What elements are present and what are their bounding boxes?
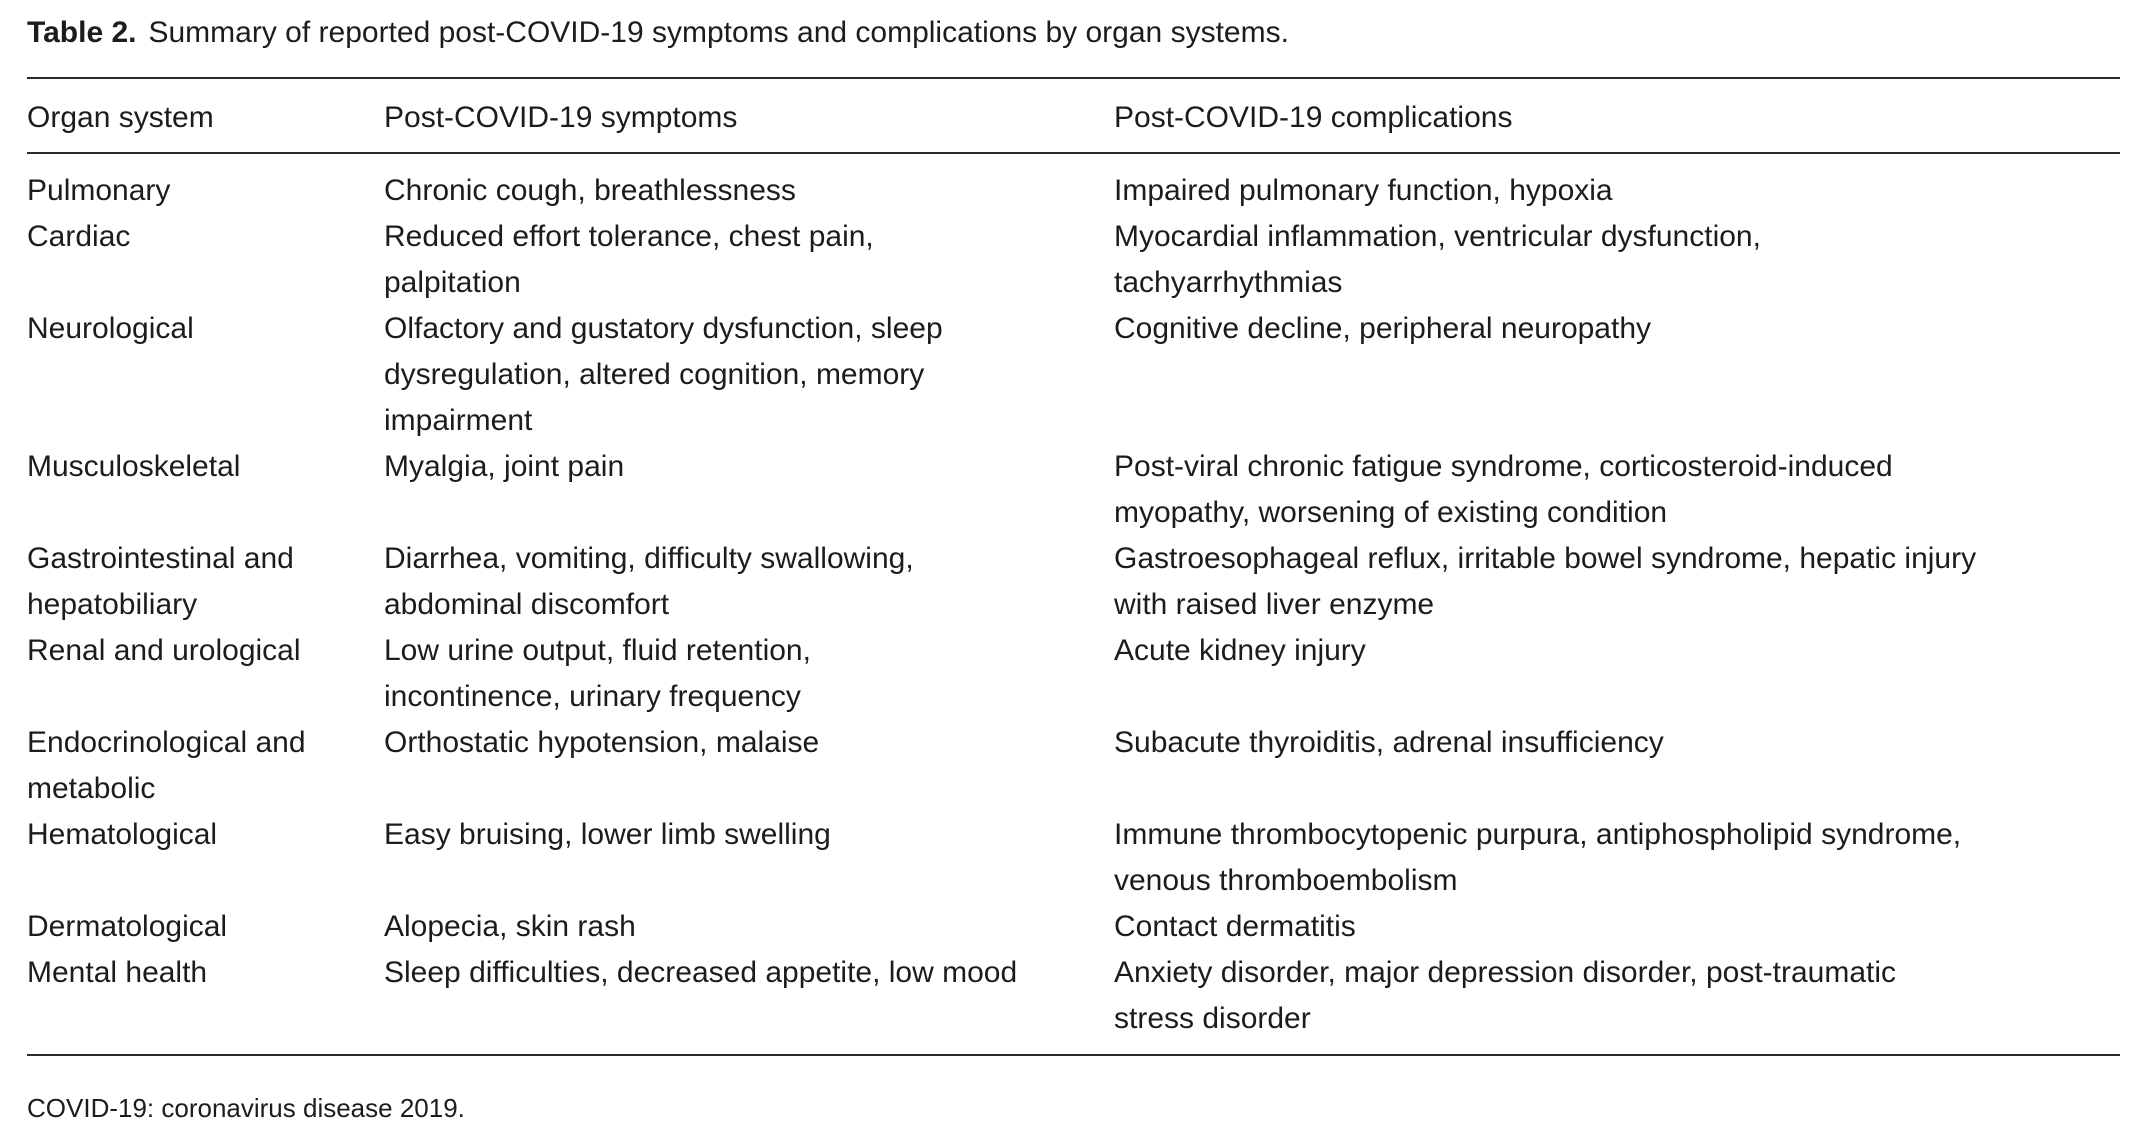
column-header-symptoms: Post-COVID-19 symptoms: [384, 101, 738, 134]
cell-text-line: Gastrointestinal and: [27, 542, 294, 575]
cell-text-line: with raised liver enzyme: [1114, 588, 1435, 621]
cell-text-line: Diarrhea, vomiting, difficulty swallowing,: [384, 542, 914, 575]
cell-organ-system: [27, 306, 194, 352]
cell-text-line: Endocrinological and: [27, 726, 306, 759]
cell-complications: [1114, 628, 1366, 674]
table-header-row: [0, 95, 2135, 141]
cell-symptoms: [384, 628, 811, 720]
table-row: [0, 628, 2135, 720]
table-row: [0, 306, 2135, 444]
cell-text-line: abdominal discomfort: [384, 588, 670, 621]
column-header-complications: Post-COVID-19 complications: [1114, 101, 1513, 134]
cell-text-line: Reduced effort tolerance, chest pain,: [384, 220, 874, 253]
cell-text-line: Renal and urological: [27, 634, 301, 667]
cell-text-line: Immune thrombocytopenic purpura, antiphospholipid syndrome,: [1114, 818, 1962, 851]
cell-organ-system: [27, 444, 240, 490]
cell-text-line: impairment: [384, 404, 533, 437]
cell-text-line: venous thromboembolism: [1114, 864, 1458, 897]
cell-complications: [1114, 168, 1613, 214]
cell-organ-system: [27, 904, 227, 950]
cell-text-line: stress disorder: [1114, 1002, 1311, 1035]
table-row: [0, 168, 2135, 214]
cell-organ-system: [27, 812, 217, 858]
cell-text-line: Pulmonary: [27, 174, 171, 207]
cell-text-line: Sleep difficulties, decreased appetite, low mood: [384, 956, 1018, 989]
cell-text-line: Contact dermatitis: [1114, 910, 1356, 943]
cell-text-line: Olfactory and gustatory dysfunction, sleep: [384, 312, 943, 345]
cell-text-line: palpitation: [384, 266, 521, 299]
cell-text-line: Alopecia, skin rash: [384, 910, 636, 943]
header-rule: [27, 152, 2120, 154]
table-body: [0, 168, 2135, 1042]
table-row: [0, 904, 2135, 950]
cell-text-line: Dermatological: [27, 910, 228, 943]
cell-text-line: Impaired pulmonary function, hypoxia: [1114, 174, 1613, 207]
cell-complications: [1114, 904, 1356, 950]
cell-complications: [1114, 444, 1893, 536]
cell-text-line: Anxiety disorder, major depression disorder, post-traumatic: [1114, 956, 1897, 989]
cell-symptoms: [384, 444, 624, 490]
cell-organ-system: [27, 628, 301, 674]
cell-text-line: Myocardial inflammation, ventricular dysfunction,: [1114, 220, 1761, 253]
cell-text-line: Gastroesophageal reflux, irritable bowel syndrome, hepatic injury: [1114, 542, 1977, 575]
cell-text-line: metabolic: [27, 772, 156, 805]
cell-organ-system: [27, 214, 130, 260]
cell-organ-system: [27, 950, 207, 996]
top-rule: [27, 77, 2120, 79]
table-row: [0, 812, 2135, 904]
cell-text-line: Subacute thyroiditis, adrenal insufficiency: [1114, 726, 1664, 759]
cell-organ-system: [27, 168, 170, 214]
cell-text-line: Low urine output, fluid retention,: [384, 634, 811, 667]
cell-text-line: Acute kidney injury: [1114, 634, 1366, 667]
cell-text-line: hepatobiliary: [27, 588, 198, 621]
table-row: [0, 950, 2135, 1042]
cell-text-line: Mental health: [27, 956, 208, 989]
cell-organ-system: [27, 536, 294, 628]
cell-complications: [1114, 812, 1961, 904]
cell-text-line: Myalgia, joint pain: [384, 450, 625, 483]
cell-complications: [1114, 214, 1761, 306]
cell-symptoms: [384, 168, 796, 214]
cell-text-line: Post-viral chronic fatigue syndrome, corticosteroid-induced: [1114, 450, 1893, 483]
table-row: [0, 536, 2135, 628]
cell-symptoms: [384, 536, 914, 628]
table-row: [0, 444, 2135, 536]
cell-text-line: Orthostatic hypotension, malaise: [384, 726, 820, 759]
cell-symptoms: [384, 306, 943, 444]
cell-text-line: Hematological: [27, 818, 218, 851]
cell-symptoms: [384, 812, 831, 858]
cell-complications: [1114, 720, 1664, 766]
cell-text-line: myopathy, worsening of existing condition: [1114, 496, 1668, 529]
column-header-organ-system: Organ system: [27, 101, 214, 134]
cell-text-line: Chronic cough, breathlessness: [384, 174, 796, 207]
cell-complications: [1114, 306, 1651, 352]
cell-text-line: Easy bruising, lower limb swelling: [384, 818, 831, 851]
table-row: [0, 214, 2135, 306]
cell-symptoms: [384, 720, 819, 766]
table-row: [0, 720, 2135, 812]
cell-text-line: Neurological: [27, 312, 194, 345]
cell-symptoms: [384, 904, 636, 950]
table-footnote: COVID-19: coronavirus disease 2019.: [27, 1093, 465, 1123]
cell-complications: [1114, 950, 1896, 1042]
cell-symptoms: [384, 214, 874, 306]
table-caption-label: Table 2.: [27, 16, 137, 49]
table-caption: [27, 13, 1289, 53]
cell-text-line: Cognitive decline, peripheral neuropathy: [1114, 312, 1652, 345]
cell-text-line: Musculoskeletal: [27, 450, 241, 483]
cell-text-line: tachyarrhythmias: [1114, 266, 1343, 299]
cell-text-line: dysregulation, altered cognition, memory: [384, 358, 925, 391]
cell-symptoms: [384, 950, 1017, 996]
cell-organ-system: [27, 720, 306, 812]
cell-text-line: incontinence, urinary frequency: [384, 680, 801, 713]
cell-complications: [1114, 536, 1976, 628]
cell-text-line: Cardiac: [27, 220, 131, 253]
table-caption-text: Summary of reported post-COVID-19 symptoms and complications by organ systems.: [148, 16, 1289, 49]
bottom-rule: [27, 1054, 2120, 1056]
